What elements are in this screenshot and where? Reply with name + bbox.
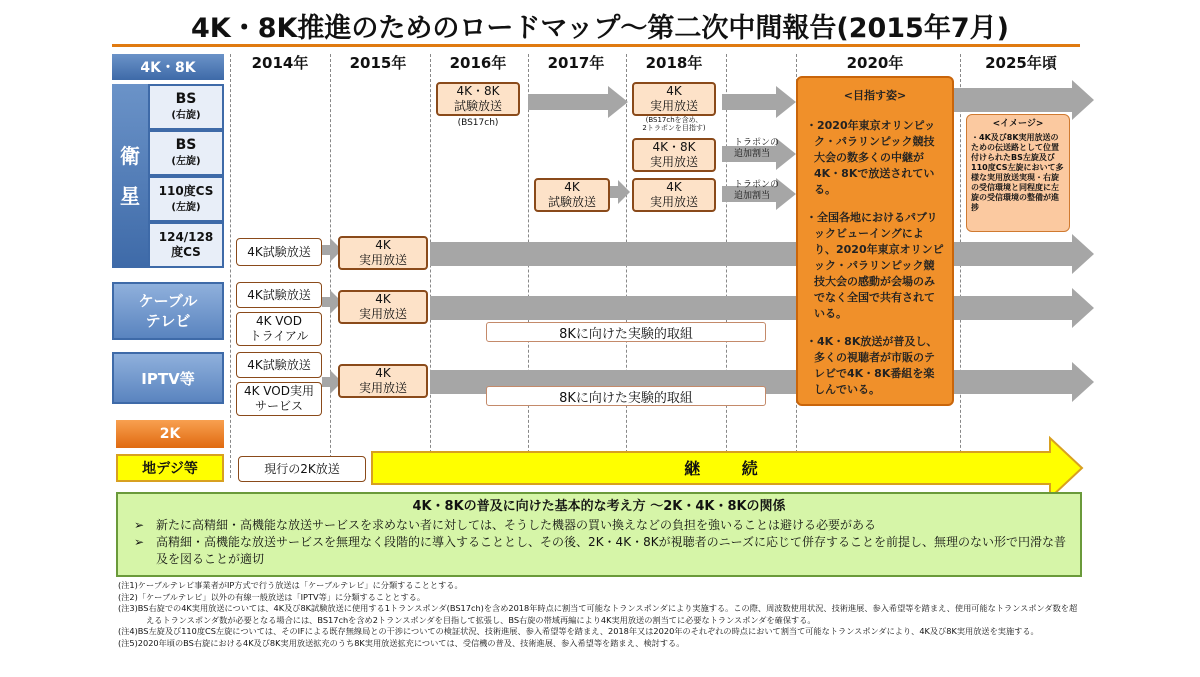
footnote: (注5)2020年頃のBS右旋における4K及び8K実用放送拡充のうち8K実用放送拡充については、受信機の普及、技術進展、参入希望等を踏まえ、検討する。 xyxy=(118,637,685,648)
cable-vod-box: 4K VOD トライアル xyxy=(236,312,322,346)
footnote: (注2)「ケーブルテレビ」以外の有線一般放送は「IPTV等」に分類することとする。 xyxy=(118,591,426,602)
page-title: 4K・8K推進のためのロードマップ～第二次中間報告(2015年7月) xyxy=(191,13,1009,44)
transponder-note-1: トラポンの 追加割当 xyxy=(734,138,780,159)
basic-policy-heading: 4K・8Kの普及に向けた基本的な考え方 ～2K・4K・8Kの関係 xyxy=(412,499,786,514)
header-4k8k-label: 4K・8K xyxy=(112,54,224,80)
image-heading: <イメージ> xyxy=(992,119,1044,129)
bs-right-trial-note: (BS17ch) xyxy=(457,118,499,128)
year-2014: 2014年 xyxy=(251,54,309,72)
arrow-cs124-2015 xyxy=(430,234,1094,274)
cs110-practical-box: 4K 実用放送 xyxy=(632,178,716,212)
satellite-row-cs124: 124/128 度CS xyxy=(148,222,224,268)
cs124-trial-box: 4K試験放送 xyxy=(236,238,322,266)
year-2018: 2018年 xyxy=(645,54,703,72)
footnote: (注4)BS左旋及び110度CS左旋については、そのIFによる既存無線局との干渉についての検証状況、技術進展、参入希望等を踏まえ、2018年又は2020年のそれぞれの時点において割当て可能なトランスポンダにより、4K及び8K実用放送を実施する。 xyxy=(118,626,1039,637)
iptv-8k-experiment: 8Kに向けた実験的取組 xyxy=(486,386,766,406)
goal-item: ・4K・8K放送が普及し、多くの視聴者が市販のテレビで4K・8K番組を楽しんでいる。 xyxy=(806,335,938,396)
basic-policy-item: ➢ 新たに高精細・高機能な放送サービスを求めない者に対しては、そうした機器の買い換えなどの負担を強いることは避ける必要がある xyxy=(134,518,877,532)
row-name: BS xyxy=(175,90,197,107)
current-2k-box: 現行の2K放送 xyxy=(238,456,366,482)
category-satellite: 衛 星 xyxy=(112,84,148,268)
basic-policy-item: ➢ 高精細・高機能な放送サービスを無理なく段階的に導入することとし、その後、2K・4K・8Kが視聴者のニーズに応じて併存することを前提し、無理のない形で円滑な普及を図ることが適切 xyxy=(134,535,1066,566)
row-sub: (左旋) xyxy=(171,201,201,213)
goal-heading: <目指す姿> xyxy=(843,89,907,102)
bs-right-practical-note: (BS17chを含め、 2トラポンを目指す) xyxy=(642,116,706,132)
iptv-vod-box: 4K VOD実用 サービス xyxy=(236,382,322,416)
goal-box xyxy=(796,76,954,406)
year-2016: 2016年 xyxy=(449,54,507,72)
image-box xyxy=(966,114,1070,232)
satellite-row-bs-left xyxy=(148,130,224,176)
row-sub: (右旋) xyxy=(171,109,201,121)
transponder-note-2: トラポンの 追加割当 xyxy=(734,180,780,201)
arrow-bs-right-2018 xyxy=(722,86,796,118)
cable-8k-experiment: 8Kに向けた実験的取組 xyxy=(486,322,766,342)
year-2020: 2020年 xyxy=(846,54,904,72)
year-2025: 2025年頃 xyxy=(985,54,1057,72)
cable-trial-box: 4K試験放送 xyxy=(236,282,322,308)
goal-item: ・2020年東京オリンピック・パラリンピック競技大会の数多くの中継が4K・8Kで放送されている。 xyxy=(806,119,936,196)
footnote: (注3)BS右旋での4K実用放送については、4K及び8K試験放送に使用する1トランスポンダ(BS17ch)を含め2018年時点に割当て可能なトランスポンダにより実施する。この際、周波数使用状況、技術進展、参入希望等を踏まえ、使用可能なトランスポンダ数を超えるトランスポンダ数が必要となる場合には、BS17chを含め2トランスポンダを目指して拡張し、BS右旋の帯域再編により4K実用放送の割当てに必要なトランスポンダを確保する。 xyxy=(118,603,1078,625)
bs-left-practical-box: 4K・8K 実用放送 xyxy=(632,138,716,172)
category-iptv: IPTV等 xyxy=(112,352,224,404)
footnote: (注1)ケーブルテレビ事業者がIP方式で行う放送は「ケーブルテレビ」に分類することとする。 xyxy=(118,580,463,590)
category-2k: 2K xyxy=(116,420,224,448)
satellite-row-bs-right xyxy=(148,84,224,130)
iptv-practical-box: 4K 実用放送 xyxy=(338,364,428,398)
arrow-cs110-2017 xyxy=(610,180,630,204)
cs110-trial-box: 4K 試験放送 xyxy=(534,178,610,212)
image-text: ・4K及び8K実用放送のための伝送路として位置付けられたBS左旋及び110度CS左旋において多様な実用放送実現・右旋の受信環境と同程度に左旋の受信環境の整備が進捗 xyxy=(971,133,1064,212)
category-cable: ケーブル テレビ xyxy=(112,282,224,340)
year-2017: 2017年 xyxy=(547,54,605,72)
goal-item: ・全国各地におけるパブリックビューイングにより、2020年東京オリンピック・パラリンピック競技大会の感動が会場のみでなく全国で共有されている。 xyxy=(806,211,944,320)
bs-right-trial-box: 4K・8K 試験放送 xyxy=(436,82,520,116)
satellite-row-cs110 xyxy=(148,176,224,222)
cable-practical-box: 4K 実用放送 xyxy=(338,290,428,324)
row-name: 110度CS xyxy=(158,183,214,198)
row-name: BS xyxy=(175,136,197,153)
row-sub: (左旋) xyxy=(171,155,201,167)
iptv-trial-box: 4K試験放送 xyxy=(236,352,322,378)
category-terrestrial: 地デジ等 xyxy=(116,454,224,482)
year-2015: 2015年 xyxy=(349,54,407,72)
basic-policy-box xyxy=(116,492,1082,577)
continue-label: 継 続 xyxy=(684,459,776,478)
bs-right-practical-box: 4K 実用放送 xyxy=(632,82,716,116)
footnotes xyxy=(118,580,1078,650)
cs124-practical-box: 4K 実用放送 xyxy=(338,236,428,270)
arrow-bs-right-2016 xyxy=(528,86,628,118)
